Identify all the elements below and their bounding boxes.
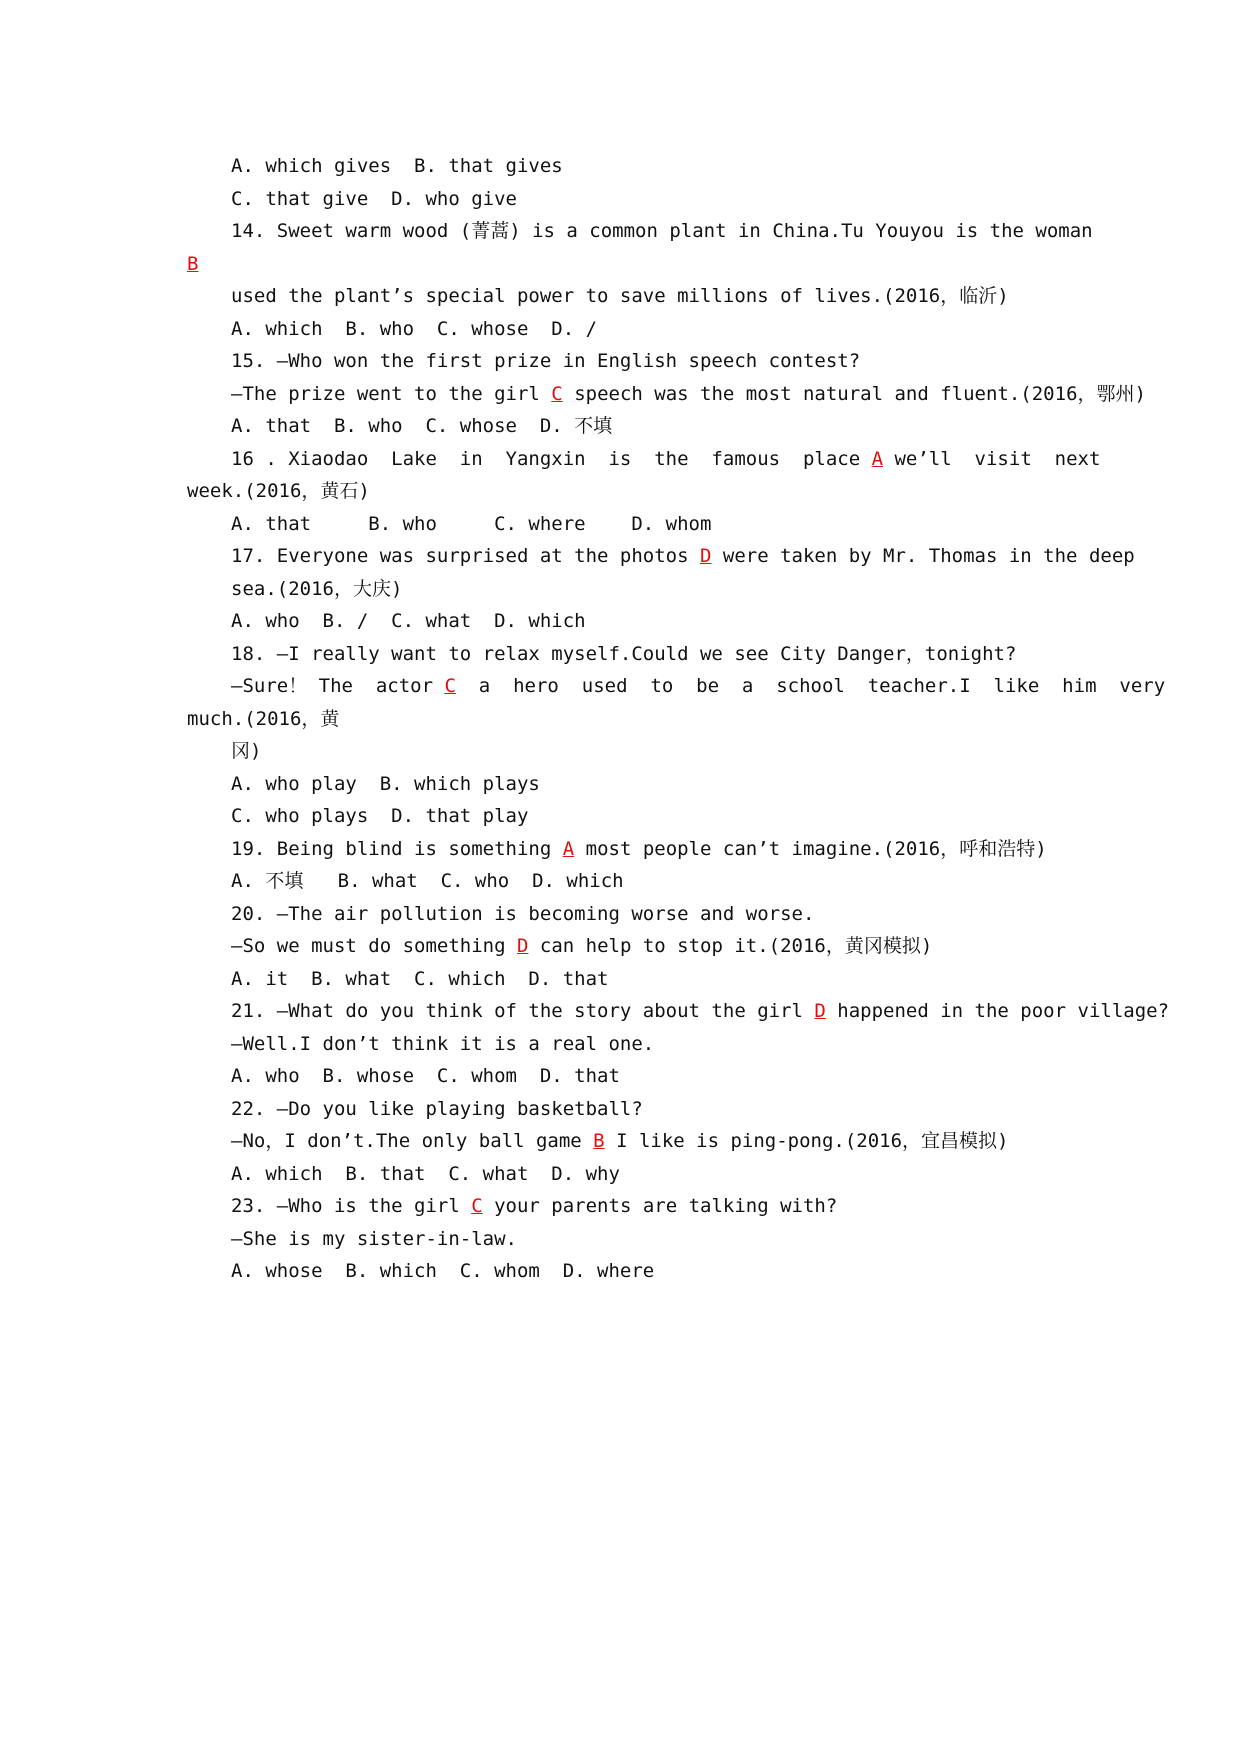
q22-reply (231, 1129, 1008, 1153)
answer-mark: B (187, 253, 199, 275)
line-text: —She is my sister-in-law. (231, 1228, 517, 1250)
answer-mark: D (814, 1000, 826, 1022)
answer-mark: A (871, 448, 884, 470)
line-text: we’ll visit next (883, 448, 1101, 470)
line-text: C. that give D. who give (231, 188, 517, 210)
line-text: A. who play B. which plays (231, 773, 540, 795)
line-text: speech was the most natural and fluent.(2016，鄂州) (562, 383, 1146, 405)
line-text: 19. Being blind is something (231, 838, 563, 860)
line-text: 冈) (231, 740, 262, 762)
line-text: happened in the poor village? (825, 1000, 1170, 1022)
q18-options-line-1 (231, 772, 540, 796)
line-text: A. who B. / C. what D. which (231, 610, 586, 632)
q18-reply-cont-2 (231, 739, 261, 763)
q16-options (231, 512, 711, 536)
answer-mark: A (562, 838, 575, 860)
line-text: A. that B. who C. where D. whom (231, 513, 712, 535)
q20-reply (231, 934, 932, 958)
q18-reply-cont (187, 707, 339, 731)
q22-stem (231, 1097, 643, 1121)
line-text: —Sure！ The actor (231, 675, 445, 697)
answer-mark: D (700, 545, 712, 567)
line-text: 22. —Do you like playing basketball? (231, 1098, 643, 1120)
line-text: 18. —I really want to relax myself.Could we see City Danger，tonight? (231, 643, 1017, 665)
q14-answer-line (187, 252, 198, 276)
line-text: 16 . Xiaodao Lake in Yangxin is the famous place (231, 448, 872, 470)
q17-stem-cont (231, 577, 402, 601)
q23-reply (231, 1227, 517, 1251)
line-text: most people can’t imagine.(2016，呼和浩特) (574, 838, 1047, 860)
q14-stem (231, 219, 1093, 243)
q15-reply (231, 382, 1146, 406)
answer-mark: B (593, 1130, 605, 1152)
q23-options (231, 1259, 654, 1283)
line-text: were taken by Mr. Thomas in the deep (711, 545, 1135, 567)
line-text: —So we must do something (231, 935, 517, 957)
line-text: A. which B. that C. what D. why (231, 1163, 620, 1185)
line-text: 21. —What do you think of the story about the girl (231, 1000, 815, 1022)
q19-stem (231, 837, 1047, 861)
line-text: —Well.I don’t think it is a real one. (231, 1033, 655, 1055)
q18-options-line-2 (231, 804, 528, 828)
line-text: A. 不填 B. what C. who D. which (231, 870, 624, 892)
line-text: week.(2016，黄石) (187, 480, 370, 502)
answer-mark: D (516, 935, 529, 957)
line-text: a hero used to be a school teacher.I like him very (455, 675, 1166, 697)
line-text: —No，I don’t.The only ball game (231, 1130, 594, 1152)
q20-options (231, 967, 609, 991)
line-text: A. who B. whose C. whom D. that (231, 1065, 620, 1087)
line-text: A. it B. what C. which D. that (231, 968, 609, 990)
line-text: 17. Everyone was surprised at the photos (231, 545, 700, 567)
line-text: I like is ping-pong.(2016，宜昌模拟) (604, 1130, 1009, 1152)
q17-options (231, 609, 586, 633)
q14-options (231, 317, 597, 341)
q15-stem (231, 349, 860, 373)
q17-stem (231, 544, 1135, 568)
line-text: A. that B. who C. whose D. 不填 (231, 415, 613, 437)
q16-stem-cont (187, 479, 370, 503)
q20-stem (231, 902, 814, 926)
answer-mark: C (551, 383, 563, 405)
line-text: 15. —Who won the first prize in English speech contest? (231, 350, 861, 372)
line-text: much.(2016，黄 (187, 708, 340, 730)
line-text: sea.(2016，大庆) (231, 578, 403, 600)
q23-stem (231, 1194, 837, 1218)
q15-options (231, 414, 612, 438)
line-text: C. who plays D. that play (231, 805, 529, 827)
line-text: 14. Sweet warm wood (菁蒿) is a common plant in China.Tu Youyou is the woman (231, 220, 1093, 242)
q14-stem-cont (231, 284, 1009, 308)
q19-options (231, 869, 624, 893)
line-text: used the plant’s special power to save millions of lives.(2016，临沂) (231, 285, 1009, 307)
q13-options-line-1 (231, 154, 563, 178)
line-text: your parents are talking with? (482, 1195, 838, 1217)
line-text: A. which gives B. that gives (231, 155, 563, 177)
answer-mark: C (471, 1195, 483, 1217)
line-text: A. which B. who C. whose D. / (231, 318, 598, 340)
line-text: can help to stop it.(2016，黄冈模拟) (528, 935, 933, 957)
q13-options-line-2 (231, 187, 517, 211)
q21-stem (231, 999, 1169, 1023)
q18-reply (231, 674, 1165, 698)
line-text: —The prize went to the girl (231, 383, 552, 405)
answer-mark: C (444, 675, 456, 697)
q18-stem (231, 642, 1016, 666)
line-text: A. whose B. which C. whom D. where (231, 1260, 655, 1282)
q21-reply (231, 1032, 654, 1056)
q22-options (231, 1162, 620, 1186)
line-text: 20. —The air pollution is becoming worse and worse. (231, 903, 815, 925)
line-text: 23. —Who is the girl (231, 1195, 472, 1217)
q16-stem (231, 447, 1100, 471)
q21-options (231, 1064, 620, 1088)
